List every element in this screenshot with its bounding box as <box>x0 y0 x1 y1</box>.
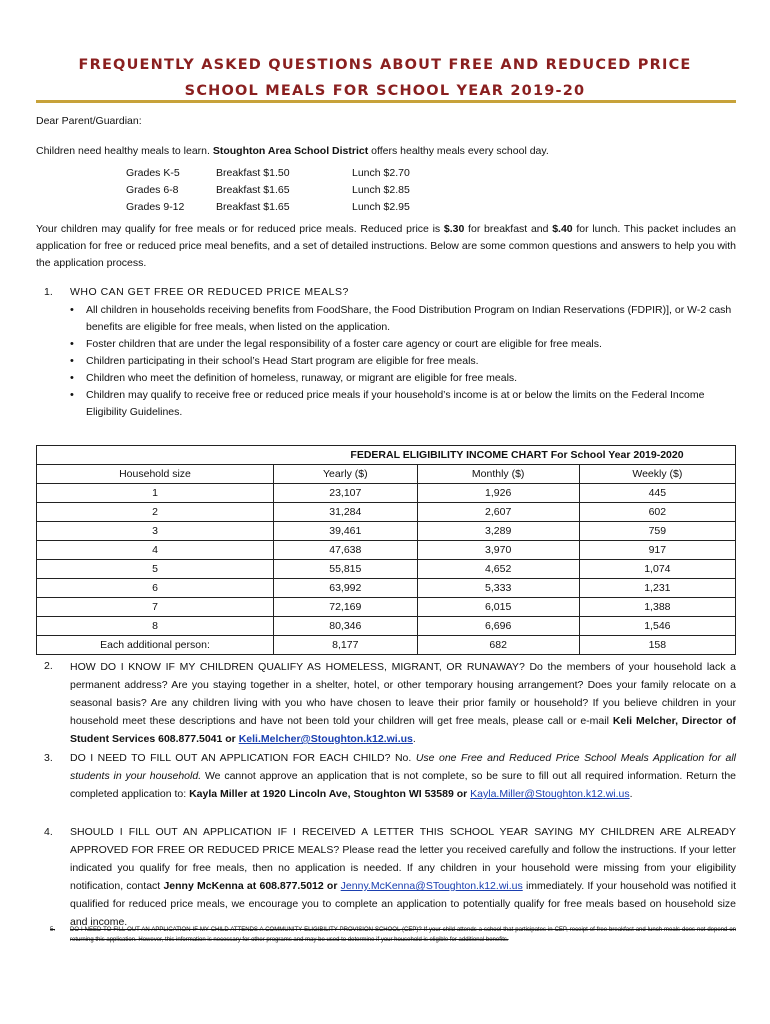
lunch-price: Lunch $2.70 <box>352 167 410 179</box>
question-2-body: HOW DO I KNOW IF MY CHILDREN QUALIFY AS HOMELESS, MIGRANT, OR RUNAWAY? Do the members of your household lack a permanent address? Are you staying together in a shelter, hotel, or other temporary housing arrangement? Does your family relocate on a seasonal basis? Are any children living with you who have chosen to leave their prior family or household? If you believe children in your household meet these descriptions and have not been told your children will get free meals, please call or e-mail <box>70 661 736 727</box>
grade-label: Grades 6-8 <box>126 184 179 196</box>
cell-size: Each additional person: <box>37 636 274 655</box>
reduced-lunch-price: $.40 <box>552 223 573 235</box>
cell-weekly: 602 <box>579 503 735 522</box>
grade-label: Grades 9-12 <box>126 201 185 213</box>
reduced-pre: Your children may qualify for free meals or for reduced price meals. Reduced price is <box>36 223 444 235</box>
cell-monthly: 6,696 <box>417 617 579 636</box>
question-3-heading: DO I NEED TO FILL OUT AN APPLICATION FOR EACH CHILD? No. <box>70 752 416 764</box>
title-line-1: FREQUENTLY ASKED QUESTIONS ABOUT FREE AND REDUCED PRICE <box>78 57 692 73</box>
bullet-item: • Children participating in their school’s Head Start program are eligible for free meals. <box>86 353 736 370</box>
cell-monthly: 3,289 <box>417 522 579 541</box>
cell-size: 6 <box>37 579 274 598</box>
breakfast-price: Breakfast $1.65 <box>216 184 290 196</box>
lunch-price: Lunch $2.85 <box>352 184 410 196</box>
table-row <box>37 617 736 636</box>
question-2-contact: Keli Melcher, Director of Student Services 608.877.5041 or <box>70 715 736 745</box>
question-3-body: We cannot approve an application that is not complete, so be sure to fill out all required information. Return the completed application to: <box>70 770 737 800</box>
table-row <box>37 579 736 598</box>
reduced-mid: for breakfast and <box>464 223 553 235</box>
cell-yearly: 31,284 <box>274 503 418 522</box>
cell-size: 2 <box>37 503 274 522</box>
intro-post: offers healthy meals every school day. <box>368 145 549 157</box>
cell-weekly: 1,231 <box>579 579 735 598</box>
cell-yearly: 63,992 <box>274 579 418 598</box>
title-line-2: SCHOOL MEALS FOR SCHOOL YEAR 2019-20 <box>184 83 586 99</box>
cell-monthly: 3,970 <box>417 541 579 560</box>
cell-yearly: 55,815 <box>274 560 418 579</box>
question-5-struck-text: DO I NEED TO FILL OUT AN APPLICATION IF MY CHILD ATTENDS A COMMUNITY ELIGIBILITY PROVISION SCHOOL (CEP)? If your child attends a school that participates in CEP, receipt of free breakfast and lunch meals does not depend on returning this application. However, this information is necessary for other programs and may be used to determine if your household is eligible for additional benefits. <box>70 927 736 943</box>
bullet-item: • All children in households receiving benefits from FoodShare, the Food Distribution Program on Indian Reservations (FDPIR)], or W-2 cash benefits are eligible for free meals, when listed on the application. <box>86 302 736 336</box>
cell-yearly: 80,346 <box>274 617 418 636</box>
table-row <box>37 560 736 579</box>
question-3-italic: Use one Free and Reduced Price School Meals Application for all students in your household. <box>70 752 736 782</box>
bullet-item: • Foster children that are under the legal responsibility of a foster care agency or court are eligible for free meals. <box>86 336 736 353</box>
breakfast-price: Breakfast $1.65 <box>216 201 290 213</box>
question-number: 1. <box>44 286 53 298</box>
question-4-body: SHOULD I FILL OUT AN APPLICATION IF I RECEIVED A LETTER THIS SCHOOL YEAR SAYING MY CHILDREN ARE ALREADY APPROVED FOR FREE OR REDUCED PRICE MEALS? Please read the letter you received carefully and follow the instructions. If your letter indicated you qualify for free meals, then no application is needed. If any children in your household were missing from your eligibility notification, contact <box>70 826 736 892</box>
column-header: Monthly ($) <box>417 465 579 484</box>
title-underline <box>36 100 736 103</box>
meal-price-list <box>126 165 410 216</box>
column-header: Weekly ($) <box>579 465 735 484</box>
cell-weekly: 759 <box>579 522 735 541</box>
cell-weekly: 445 <box>579 484 735 503</box>
question-4-contact: Jenny McKenna at 608.877.5012 or <box>163 880 338 892</box>
cell-monthly: 1,926 <box>417 484 579 503</box>
document-title <box>0 52 770 104</box>
question-number: 3. <box>44 752 53 764</box>
reduced-price-paragraph <box>36 221 736 272</box>
bullet-item: • Children may qualify to receive free or reduced price meals if your household’s income is at or below the limits on the Federal Income Eligibility Guidelines. <box>86 387 736 421</box>
question-4-post: immediately. If your household was notified it qualified for reduced price meals, we encourage you to complete an application to potentially qualify for free meals based on household size and income. <box>70 880 736 928</box>
cell-weekly: 158 <box>579 636 735 655</box>
kayla-email-link[interactable]: Kayla.Miller@Stoughton.k12.wi.us <box>470 788 630 800</box>
column-header: Household size <box>37 465 274 484</box>
cell-size: 7 <box>37 598 274 617</box>
price-row <box>126 182 410 199</box>
question-number: 5. <box>50 927 56 933</box>
cell-monthly: 6,015 <box>417 598 579 617</box>
cell-monthly: 4,652 <box>417 560 579 579</box>
cell-size: 4 <box>37 541 274 560</box>
return-address: Kayla Miller at 1920 Lincoln Ave, Stoughton WI 53589 or <box>189 788 468 800</box>
cell-size: 3 <box>37 522 274 541</box>
table-row <box>37 598 736 617</box>
cell-size: 8 <box>37 617 274 636</box>
price-row <box>126 199 410 216</box>
question-3-text <box>70 749 736 803</box>
cell-weekly: 1,546 <box>579 617 735 636</box>
question-2-end: . <box>412 733 416 745</box>
cell-weekly: 1,388 <box>579 598 735 617</box>
table-caption: FEDERAL ELIGIBILITY INCOME CHART For School Year 2019-2020 <box>37 446 736 465</box>
reduced-post: for lunch. This packet includes an application for free or reduced price meal benefits, and a set of detailed instructions. Below are some common questions and answers to help you with the application process. <box>36 223 736 269</box>
bullet-item: • Children who meet the definition of homeless, runaway, or migrant are eligible for free meals. <box>86 370 736 387</box>
cell-yearly: 39,461 <box>274 522 418 541</box>
cell-weekly: 917 <box>579 541 735 560</box>
intro-pre: Children need healthy meals to learn. <box>36 145 213 157</box>
question-2-text <box>70 658 736 748</box>
cell-monthly: 5,333 <box>417 579 579 598</box>
cell-yearly: 47,638 <box>274 541 418 560</box>
cell-size: 5 <box>37 560 274 579</box>
table-row <box>37 636 736 655</box>
breakfast-price: Breakfast $1.50 <box>216 167 290 179</box>
table-row <box>37 503 736 522</box>
grade-label: Grades K-5 <box>126 167 180 179</box>
jenny-email-link[interactable]: Jenny.McKenna@SToughton.k12.wi.us <box>340 880 523 892</box>
table-header-row <box>37 465 736 484</box>
column-header: Yearly ($) <box>274 465 418 484</box>
cell-weekly: 1,074 <box>579 560 735 579</box>
reduced-breakfast-price: $.30 <box>443 223 465 235</box>
income-eligibility-table <box>36 445 736 655</box>
table-row <box>37 522 736 541</box>
question-number: 4. <box>44 826 53 838</box>
cell-monthly: 682 <box>417 636 579 655</box>
question-1-heading: WHO CAN GET FREE OR REDUCED PRICE MEALS? <box>70 286 349 298</box>
question-number: 2. <box>44 660 53 672</box>
table-row <box>37 541 736 560</box>
cell-yearly: 23,107 <box>274 484 418 503</box>
district-name: Stoughton Area School District <box>212 145 369 157</box>
table-row <box>37 484 736 503</box>
lunch-price: Lunch $2.95 <box>352 201 410 213</box>
cell-yearly: 72,169 <box>274 598 418 617</box>
cell-size: 1 <box>37 484 274 503</box>
price-row <box>126 165 410 182</box>
question-3-end: . <box>629 788 633 800</box>
greeting: Dear Parent/Guardian: <box>36 115 142 127</box>
cell-monthly: 2,607 <box>417 503 579 522</box>
cell-yearly: 8,177 <box>274 636 418 655</box>
question-4-text <box>70 823 736 931</box>
intro-paragraph <box>36 143 736 160</box>
keli-email-link[interactable]: Keli.Melcher@Stoughton.k12.wi.us <box>238 733 413 745</box>
